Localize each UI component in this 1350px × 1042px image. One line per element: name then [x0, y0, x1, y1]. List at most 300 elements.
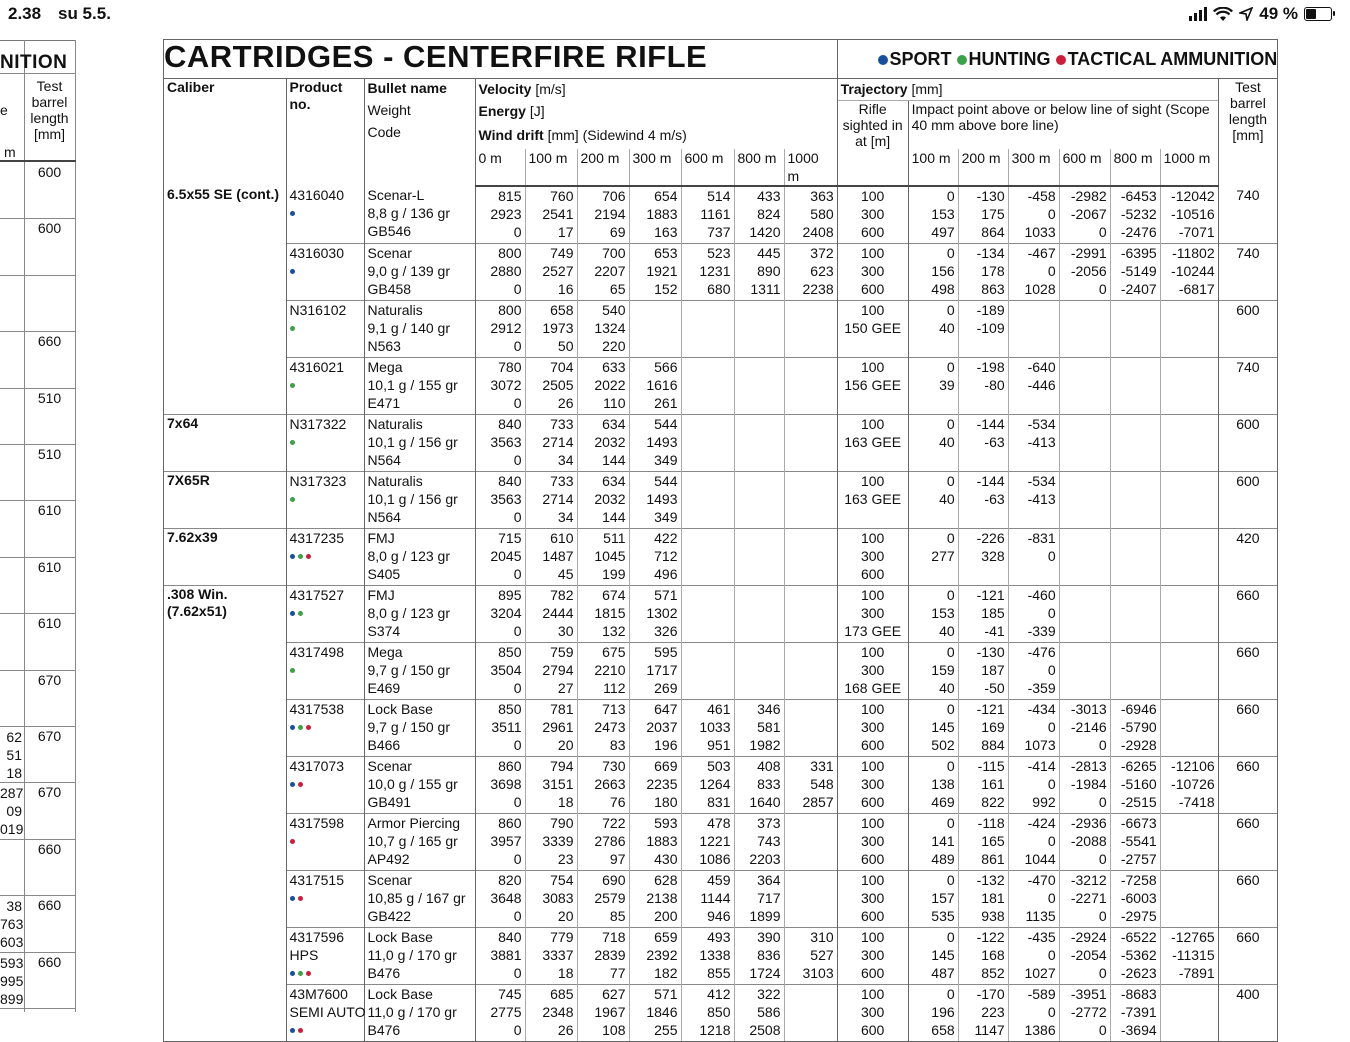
trajectory-value: -11802: [1172, 245, 1215, 261]
energy-value: 2912: [490, 320, 522, 336]
energy-value: [738, 547, 781, 565]
trajectory-value: 196: [931, 1004, 955, 1020]
left-page-fragment-value: 019: [0, 821, 24, 838]
trajectory-value: [1063, 433, 1107, 451]
wind-drift-value: 255: [654, 1022, 678, 1038]
ballistics-cell: [525, 472, 577, 529]
trajectory-value: -2146: [1070, 719, 1107, 735]
sighted-value: 300: [860, 776, 885, 792]
trajectory-value: [1063, 508, 1107, 526]
energy-value: 2032: [594, 434, 626, 450]
trajectory-value: 1027: [1024, 965, 1056, 981]
test-barrel-cell: [1218, 301, 1277, 358]
wind-drift-value: [738, 337, 781, 355]
trajectory-value: 181: [981, 890, 1005, 906]
ballistics-cell: [681, 928, 734, 985]
trajectory-value: -41: [984, 623, 1005, 639]
trajectory-cell: [1160, 586, 1218, 643]
wind-drift-value: 23: [557, 851, 574, 867]
trajectory-value: -413: [1027, 434, 1056, 450]
sighted-value: 600: [860, 566, 885, 582]
trajectory-cell: [1008, 757, 1059, 814]
wind-drift-value: [788, 850, 834, 868]
velocity-value: [788, 871, 834, 889]
trajectory-cell: [1110, 472, 1160, 529]
test-barrel-value: 400: [1236, 986, 1260, 1002]
energy-value: 1616: [646, 377, 678, 393]
wind-drift-value: 97: [609, 851, 626, 867]
cartridge-table-document: [163, 39, 1278, 1042]
trajectory-value: 0: [946, 758, 955, 774]
wind-drift-value: 108: [602, 1022, 626, 1038]
sighted-value: 100: [860, 701, 885, 717]
header-velocity: Velocity [m/s]: [475, 79, 837, 101]
trajectory-cell: [1059, 700, 1110, 757]
ballistics-cell: [475, 472, 525, 529]
velocity-value: 373: [757, 815, 781, 831]
status-date: su 5.5.: [58, 4, 111, 23]
bullet-name: Scenar: [367, 758, 412, 774]
bullet-code: N564: [367, 452, 401, 468]
trajectory-cell: [1110, 358, 1160, 415]
bullet-cell: [364, 244, 475, 301]
wind-drift-value: [788, 394, 834, 412]
trajectory-value: -226: [976, 530, 1005, 546]
wind-drift-value: [788, 508, 834, 526]
trajectory-value: [1164, 490, 1215, 508]
wind-drift-value: [685, 451, 731, 469]
trajectory-cell: [958, 586, 1008, 643]
trajectory-cell: [1008, 529, 1059, 586]
trajectory-cell: [908, 244, 958, 301]
product-number: 4316021: [289, 359, 345, 375]
trajectory-cell: [958, 358, 1008, 415]
trajectory-value: [1164, 889, 1215, 907]
velocity-value: [788, 415, 834, 433]
caliber-cell: [164, 985, 286, 1042]
trajectory-value: -2813: [1070, 758, 1107, 774]
velocity-value: [788, 472, 834, 490]
legend-hunting: HUNTING: [968, 49, 1051, 69]
bullet-name: Mega: [367, 644, 403, 660]
trajectory-cell: [1160, 985, 1218, 1042]
energy-value: 3337: [542, 947, 574, 963]
wind-drift-value: 0: [513, 623, 522, 639]
trajectory-value: [1164, 814, 1215, 832]
ballistics-cell: [475, 186, 525, 244]
ballistics-cell: [475, 928, 525, 985]
bullet-cell: [364, 186, 475, 244]
test-barrel-cell: [1218, 985, 1277, 1042]
sighted-value: 600: [860, 908, 885, 924]
ballistics-cell: [475, 871, 525, 928]
trajectory-value: 40: [939, 434, 955, 450]
ballistics-cell: [475, 643, 525, 700]
trajectory-value: -6673: [1120, 815, 1157, 831]
trajectory-value: -7418: [1178, 794, 1215, 810]
left-page-fragment-value: 38: [6, 898, 22, 915]
bullet-name: Lock Base: [367, 929, 433, 945]
ballistics-cell: [784, 928, 837, 985]
velocity-distance-0: 0 m: [475, 149, 525, 186]
velocity-value: 628: [654, 872, 678, 888]
trajectory-cell: [1110, 985, 1160, 1042]
tactical-dot-icon: [1056, 55, 1066, 65]
wind-drift-value: 0: [513, 965, 522, 981]
wind-drift-value: 326: [654, 623, 678, 639]
trajectory-value: 185: [981, 605, 1005, 621]
wind-drift-value: 0: [513, 737, 522, 753]
energy-value: [788, 1003, 834, 1021]
trajectory-value: 863: [981, 281, 1005, 297]
category-dot-icon: [290, 554, 295, 559]
sighted-spacer: [837, 149, 908, 186]
wind-drift-value: 1640: [749, 794, 781, 810]
energy-value: [685, 604, 731, 622]
left-page-barrel-value: 510: [37, 389, 62, 406]
ballistics-cell: [525, 643, 577, 700]
velocity-value: [788, 586, 834, 604]
trajectory-cell: [1008, 186, 1059, 244]
energy-value: 2775: [490, 1004, 522, 1020]
trajectory-value: [1164, 433, 1215, 451]
left-page-fragment-value: 287: [0, 785, 24, 802]
trajectory-cell: [1008, 871, 1059, 928]
trajectory-value: -6453: [1120, 188, 1157, 204]
category-dot-icon: [290, 326, 295, 331]
trajectory-value: -5362: [1120, 947, 1157, 963]
energy-value: [738, 490, 781, 508]
bullet-code: GB422: [367, 908, 412, 924]
trajectory-cell: [908, 186, 958, 244]
sighted-value: 100: [860, 359, 885, 375]
trajectory-value: -6395: [1120, 245, 1157, 261]
trajectory-value: -2757: [1120, 851, 1157, 867]
category-dot-icon: [298, 725, 303, 730]
trajectory-cell: [1059, 814, 1110, 871]
trajectory-value: [1164, 679, 1215, 697]
trajectory-value: 0: [1047, 263, 1056, 279]
bullet-name: Armor Piercing: [367, 815, 461, 831]
velocity-value: 675: [602, 644, 626, 660]
trajectory-value: [1114, 643, 1157, 661]
category-dot-icon: [290, 269, 295, 274]
trajectory-value: -5232: [1120, 206, 1157, 222]
ballistics-cell: [475, 757, 525, 814]
trajectory-cell: [908, 643, 958, 700]
category-dot-icon: [290, 971, 295, 976]
wind-drift-value: 85: [609, 908, 626, 924]
trajectory-value: [1063, 376, 1107, 394]
energy-value: 2541: [542, 206, 574, 222]
energy-value: 1264: [699, 776, 731, 792]
bullet-name: FMJ: [367, 587, 395, 603]
wind-drift-value: [685, 508, 731, 526]
velocity-distance-6: 1000 m: [784, 149, 837, 186]
wind-drift-value: 2238: [802, 281, 834, 297]
trajectory-value: 178: [981, 263, 1005, 279]
trajectory-value: -476: [1027, 644, 1056, 660]
trajectory-value: [1164, 661, 1215, 679]
velocity-value: 310: [810, 929, 834, 945]
bullet-name: Naturalis: [367, 302, 423, 318]
test-barrel-cell: [1218, 472, 1277, 529]
velocity-value: 718: [602, 929, 626, 945]
trajectory-cell: [1008, 586, 1059, 643]
sighted-cell: [837, 928, 908, 985]
trajectory-value: -12106: [1171, 758, 1215, 774]
bullet-name: Naturalis: [367, 416, 423, 432]
trajectory-value: 0: [946, 530, 955, 546]
sighted-cell: [837, 814, 908, 871]
velocity-value: 478: [707, 815, 731, 831]
table-row: [164, 985, 1277, 1042]
sighted-value: 100: [860, 815, 885, 831]
product-number: N316102: [289, 302, 347, 318]
trajectory-value: -1984: [1070, 776, 1107, 792]
trajectory-value: [1063, 472, 1107, 490]
energy-value: 3563: [490, 434, 522, 450]
trajectory-value: 40: [939, 320, 955, 336]
trajectory-value: 658: [931, 1022, 955, 1038]
trajectory-value: -5541: [1120, 833, 1157, 849]
ballistics-cell: [681, 985, 734, 1042]
ballistics-cell: [734, 757, 784, 814]
ballistics-cell: [681, 643, 734, 700]
ballistics-cell: [475, 586, 525, 643]
energy-value: 1045: [594, 548, 626, 564]
bullet-code: B476: [367, 965, 401, 981]
wind-drift-value: [788, 565, 834, 583]
product-number: 43M7600: [289, 986, 348, 1002]
trajectory-value: 0: [946, 701, 955, 717]
bullet-weight: 10,1 g / 155 gr: [367, 377, 458, 393]
table-row: [164, 757, 1277, 814]
caliber-cell: [164, 301, 286, 358]
trajectory-cell: [958, 301, 1008, 358]
trajectory-cell: [908, 301, 958, 358]
velocity-value: 322: [757, 986, 781, 1002]
caliber-cell: [164, 700, 286, 757]
category-dot-icon: [298, 782, 303, 787]
ballistics-cell: [629, 301, 681, 358]
velocity-value: 850: [498, 644, 522, 660]
velocity-value: [685, 643, 731, 661]
bullet-name: Lock Base: [367, 986, 433, 1002]
product-cell: [286, 472, 364, 529]
test-barrel-cell: [1218, 871, 1277, 928]
sighted-value: 173 GEE: [844, 623, 902, 639]
ballistics-cell: [681, 472, 734, 529]
left-page-barrel-value: 600: [37, 220, 62, 237]
caliber-cell: [164, 928, 286, 985]
energy-value: 3151: [542, 776, 574, 792]
trajectory-value: [1164, 718, 1215, 736]
bullet-code: B466: [367, 737, 401, 753]
bullet-code: E469: [367, 680, 401, 696]
ballistics-cell: [525, 186, 577, 244]
product-number: N317322: [289, 416, 347, 432]
trajectory-value: 169: [981, 719, 1005, 735]
energy-value: 2022: [594, 377, 626, 393]
velocity-value: 544: [654, 416, 678, 432]
trajectory-value: 0: [1098, 908, 1107, 924]
sighted-value: 300: [860, 263, 885, 279]
wind-drift-value: 680: [707, 281, 731, 297]
trajectory-value: 0: [1098, 737, 1107, 753]
header-test-barrel: Test barrel length [mm]: [1218, 79, 1277, 187]
trajectory-value: [1063, 394, 1107, 412]
bullet-weight: 9,0 g / 139 gr: [367, 263, 451, 279]
ballistics-cell: [734, 415, 784, 472]
energy-value: 2444: [542, 605, 574, 621]
test-barrel-cell: [1218, 186, 1277, 244]
trajectory-value: [1164, 547, 1215, 565]
trajectory-value: [1114, 451, 1157, 469]
trajectory-distance-0: 100 m: [908, 149, 958, 186]
bullet-name: Mega: [367, 359, 403, 375]
trajectory-value: [1164, 472, 1215, 490]
ballistics-cell: [629, 643, 681, 700]
wifi-icon: [1213, 7, 1233, 22]
ballistics-cell: [784, 700, 837, 757]
energy-value: 3504: [490, 662, 522, 678]
sighted-value: 100: [860, 473, 885, 489]
sighted-value: 600: [860, 1022, 885, 1038]
energy-value: 2880: [490, 263, 522, 279]
category-dots: [290, 490, 361, 508]
trajectory-value: [962, 337, 1005, 355]
ballistics-cell: [475, 301, 525, 358]
wind-drift-value: 199: [602, 566, 626, 582]
sighted-value: 100: [860, 530, 885, 546]
trajectory-value: [1114, 433, 1157, 451]
trajectory-value: 0: [1098, 965, 1107, 981]
bullet-name: FMJ: [367, 530, 395, 546]
ballistics-cell: [784, 244, 837, 301]
ballistics-cell: [629, 928, 681, 985]
trajectory-value: [1164, 1003, 1215, 1021]
category-dots: [290, 718, 361, 736]
energy-value: 2348: [542, 1004, 574, 1020]
header-caliber: Caliber: [164, 79, 286, 187]
velocity-value: 445: [757, 245, 781, 261]
trajectory-value: [1063, 679, 1107, 697]
trajectory-cell: [1008, 301, 1059, 358]
test-barrel-value: 740: [1236, 359, 1260, 375]
velocity-value: 647: [654, 701, 678, 717]
trajectory-value: -50: [984, 680, 1005, 696]
trajectory-value: -831: [1027, 530, 1056, 546]
energy-value: 2037: [646, 719, 678, 735]
table-row: [164, 472, 1277, 529]
trajectory-cell: [1160, 757, 1218, 814]
sport-dot-icon: [878, 55, 888, 65]
trajectory-value: -589: [1027, 986, 1056, 1002]
product-number: 4317235: [289, 530, 345, 546]
wind-drift-value: 2857: [802, 794, 834, 810]
category-dots: [290, 433, 361, 451]
trajectory-value: 0: [1047, 890, 1056, 906]
category-dot-icon: [290, 896, 295, 901]
bullet-weight: 11,0 g / 170 gr: [367, 1004, 457, 1020]
location-arrow-icon: [1239, 7, 1253, 21]
category-dot-icon: [290, 782, 295, 787]
velocity-value: 511: [603, 530, 626, 546]
bullet-cell: [364, 415, 475, 472]
hunting-dot-icon: [957, 55, 967, 65]
trajectory-cell: [1008, 244, 1059, 301]
trajectory-value: 0: [1047, 833, 1056, 849]
ballistics-cell: [577, 529, 629, 586]
energy-value: 1846: [646, 1004, 678, 1020]
trajectory-cell: [1160, 871, 1218, 928]
header-wind-drift: Wind drift [mm] (Sidewind 4 m/s): [475, 125, 837, 149]
bullet-cell: [364, 301, 475, 358]
energy-value: 3957: [490, 833, 522, 849]
trajectory-distance-5: 1000 m: [1160, 149, 1218, 186]
trajectory-value: [962, 394, 1005, 412]
table-row: [164, 928, 1277, 985]
test-barrel-cell: [1218, 757, 1277, 814]
wind-drift-value: 26: [557, 1022, 574, 1038]
trajectory-cell: [1160, 814, 1218, 871]
ballistics-cell: [577, 985, 629, 1042]
trajectory-value: 145: [931, 947, 955, 963]
trajectory-value: 992: [1032, 794, 1056, 810]
trajectory-value: -132: [976, 872, 1005, 888]
ballistics-cell: [629, 358, 681, 415]
trajectory-value: -2067: [1070, 206, 1107, 222]
trajectory-cell: [1160, 244, 1218, 301]
trajectory-value: 157: [931, 890, 955, 906]
trajectory-value: -6003: [1120, 890, 1157, 906]
trajectory-cell: [1008, 814, 1059, 871]
energy-value: 1161: [700, 206, 731, 222]
trajectory-value: 0: [1047, 548, 1056, 564]
category-dot-icon: [290, 383, 295, 388]
velocity-value: [788, 814, 834, 832]
ballistics-cell: [629, 586, 681, 643]
trajectory-value: -640: [1027, 359, 1056, 375]
trajectory-value: [1164, 301, 1215, 319]
trajectory-value: 884: [981, 737, 1005, 753]
sighted-value: 100: [860, 986, 885, 1002]
velocity-value: 895: [498, 587, 522, 603]
trajectory-value: -6265: [1120, 758, 1157, 774]
test-barrel-value: 660: [1236, 872, 1260, 888]
sighted-value: 163 GEE: [844, 434, 902, 450]
velocity-value: 571: [654, 587, 678, 603]
energy-value: 2527: [542, 263, 574, 279]
test-barrel-value: 660: [1236, 644, 1260, 660]
trajectory-value: [1164, 622, 1215, 640]
ballistics-cell: [734, 186, 784, 244]
wind-drift-value: 0: [513, 680, 522, 696]
trajectory-cell: [1059, 301, 1110, 358]
sighted-value: 600: [860, 851, 885, 867]
product-number: 4316040: [289, 187, 345, 203]
trajectory-value: [912, 451, 955, 469]
wind-drift-value: 1899: [749, 908, 781, 924]
trajectory-value: -10244: [1171, 263, 1215, 279]
trajectory-cell: [958, 415, 1008, 472]
left-page-barrel-value: 670: [37, 728, 62, 744]
velocity-value: [738, 301, 781, 319]
category-dot-icon: [290, 668, 295, 673]
velocity-value: 704: [550, 359, 574, 375]
cellular-signal-icon: [1189, 7, 1207, 21]
